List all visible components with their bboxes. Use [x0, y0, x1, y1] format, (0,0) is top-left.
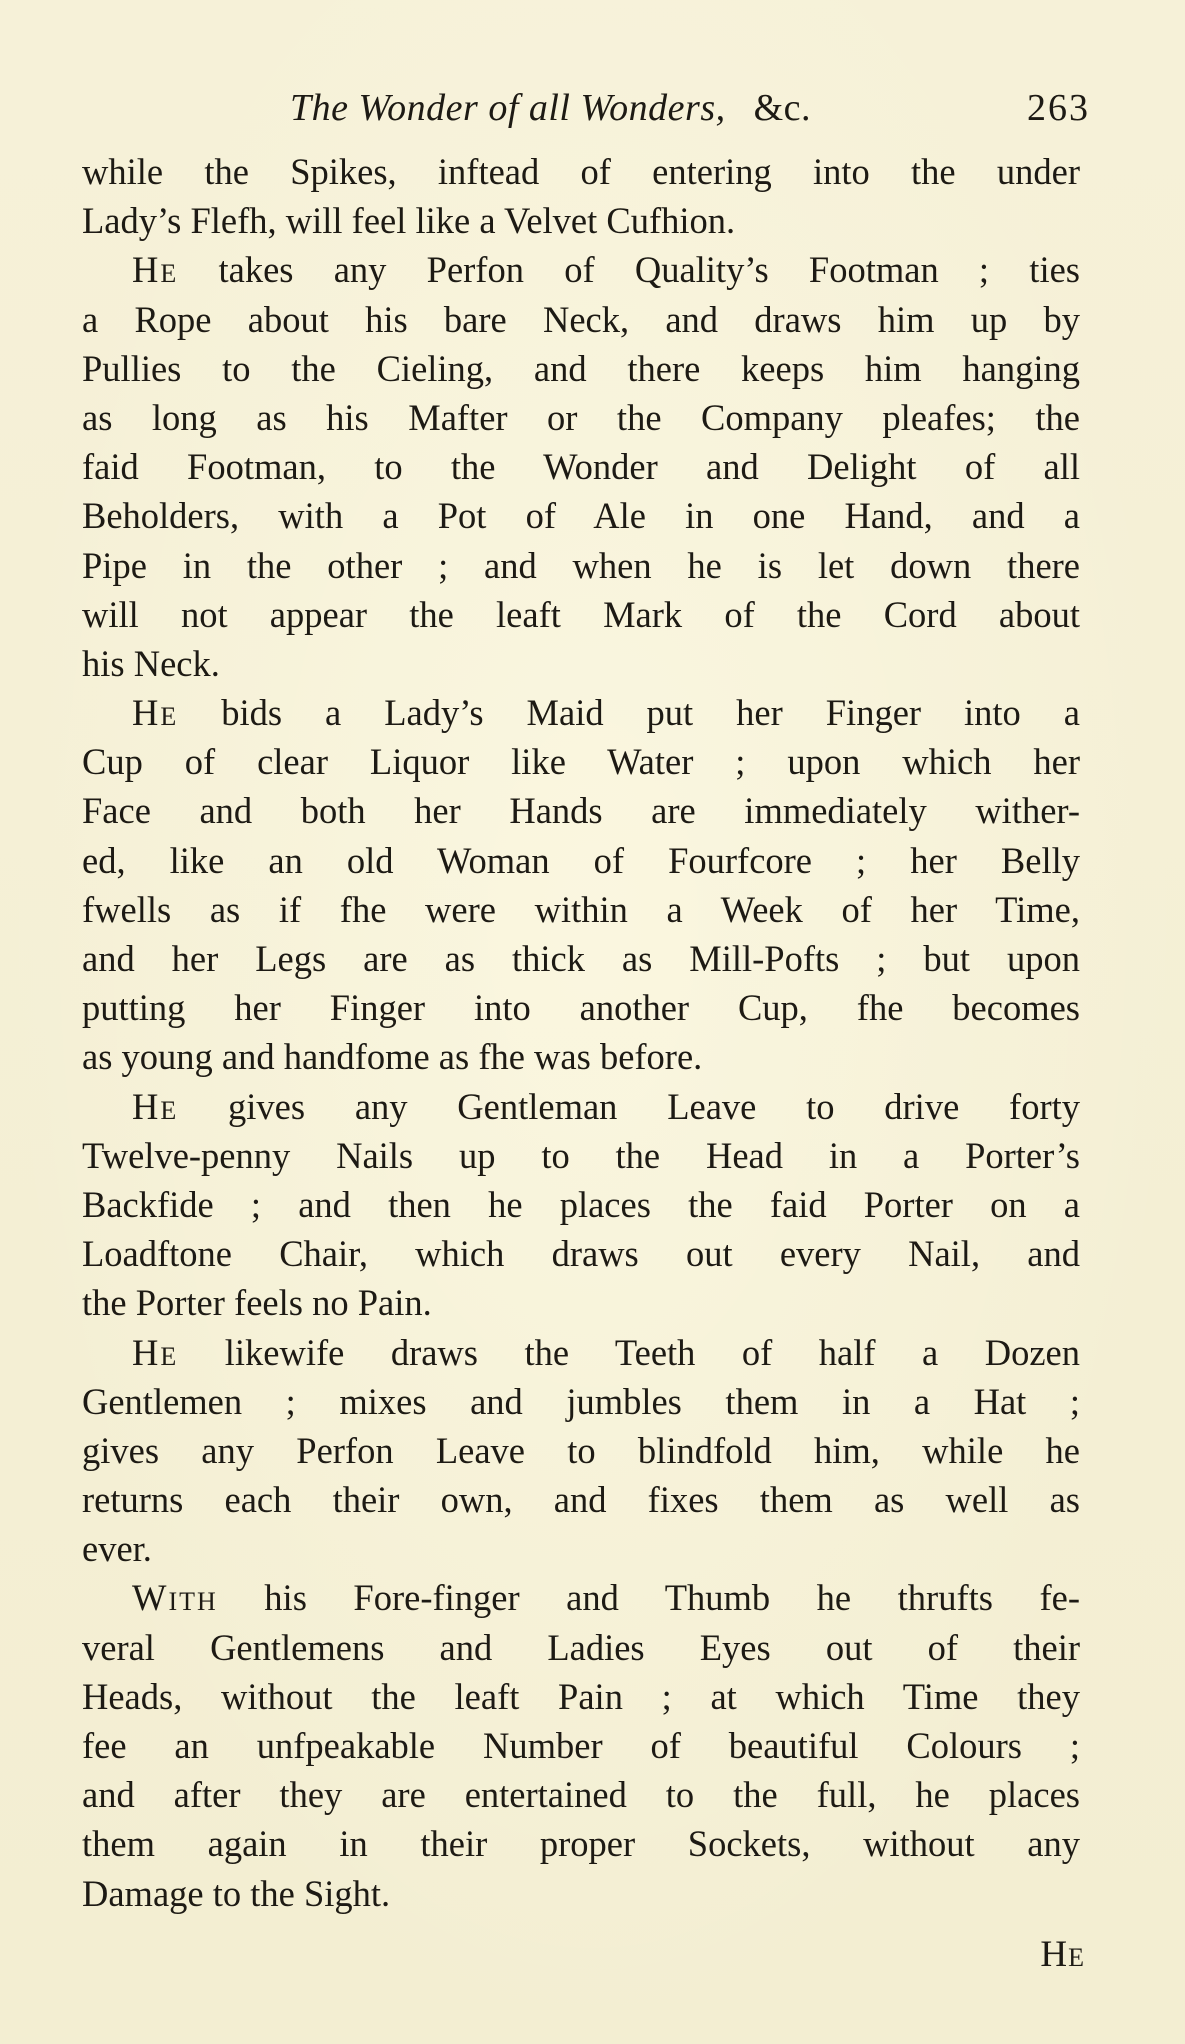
line-text: Damage to the Sight.	[82, 1872, 391, 1914]
line-text: as young and handfome as fhe was before.	[82, 1036, 703, 1078]
text-line	[82, 442, 1080, 491]
line-text: likewife draws the Teeth of half a Dozen	[178, 1331, 1080, 1373]
text-line	[82, 245, 1080, 294]
line-text: Twelve-penny Nails up to the Head in a Porter’s	[82, 1134, 1080, 1176]
paragraph-lead-word: He	[132, 1331, 179, 1373]
text-line	[82, 1426, 1080, 1475]
catchword: He	[1040, 1934, 1085, 1975]
line-text: putting her Finger into another Cup, fhe becomes	[82, 987, 1080, 1029]
paragraph-lead-word: He	[132, 692, 179, 734]
text-line	[82, 1328, 1080, 1377]
line-text: Face and both her Hands are immediately wither-	[82, 790, 1080, 832]
text-line	[82, 1524, 1080, 1573]
text-line	[82, 295, 1080, 344]
running-title-etc: &c.	[753, 87, 812, 129]
running-title-text: The Wonder of all Wonders,	[290, 87, 726, 129]
line-text: ever.	[82, 1528, 152, 1570]
text-line	[82, 1475, 1080, 1524]
text-line	[82, 491, 1080, 540]
line-text: takes any Perfon of Quality’s Footman ; ties	[178, 249, 1080, 291]
text-line	[82, 885, 1080, 934]
text-line	[82, 1229, 1080, 1278]
line-text: returns each their own, and fixes them as well as	[82, 1479, 1080, 1521]
line-text: Loadftone Chair, which draws out every Nail, and	[82, 1233, 1080, 1275]
line-text: fwells as if fhe were within a Week of her Time,	[82, 888, 1080, 930]
line-text: while the Spikes, inftead of entering into the under	[82, 151, 1080, 192]
line-text: Backfide ; and then he places the faid Porter on a	[82, 1183, 1080, 1225]
line-text: Gentlemen ; mixes and jumbles them in a Hat ;	[82, 1380, 1080, 1422]
text-line	[82, 393, 1080, 442]
text-line	[82, 1623, 1080, 1672]
line-text: gives any Perfon Leave to blindfold him, while he	[82, 1429, 1080, 1471]
line-text: Heads, without the leaft Pain ; at which Time they	[82, 1675, 1080, 1717]
line-text: Lady’s Flefh, will feel like a Velvet Cufhion.	[82, 200, 736, 242]
line-text: ed, like an old Woman of Fourfcore ; her Belly	[82, 839, 1080, 881]
page-number: 263	[1027, 87, 1090, 129]
text-line	[82, 1278, 1080, 1327]
text-line	[82, 1180, 1080, 1229]
text-line	[82, 1819, 1080, 1868]
line-text: his Neck.	[82, 642, 220, 684]
text-line	[82, 1082, 1080, 1131]
line-text: bids a Lady’s Maid put her Finger into a	[178, 692, 1080, 734]
line-text: Pipe in the other ; and when he is let down there	[82, 544, 1080, 586]
line-text: and her Legs are as thick as Mill-Pofts ; but upon	[82, 938, 1080, 979]
line-text: will not appear the leaft Mark of the Cord about	[82, 593, 1080, 635]
line-text: as long as his Mafter or the Company pleafes; the	[82, 396, 1080, 438]
paragraph-lead-word: He	[132, 1085, 179, 1127]
text-line	[82, 983, 1080, 1032]
text-line	[82, 1573, 1080, 1622]
paragraph-lead-word: With	[132, 1577, 218, 1619]
text-line	[82, 1672, 1080, 1721]
line-text: his Fore-finger and Thumb he thrufts fe-	[217, 1577, 1080, 1619]
line-text: gives any Gentleman Leave to drive forty	[178, 1085, 1080, 1127]
line-text: fee an unfpeakable Number of beautiful Colours ;	[82, 1725, 1080, 1766]
line-text: veral Gentlemens and Ladies Eyes out of their	[82, 1626, 1080, 1668]
line-text: Pullies to the Cieling, and there keeps him hanging	[82, 347, 1080, 389]
text-line	[82, 639, 1080, 688]
text-line	[82, 590, 1080, 639]
line-text: a Rope about his bare Neck, and draws him up by	[82, 298, 1080, 340]
line-text: faid Footman, to the Wonder and Delight of all	[82, 446, 1080, 488]
line-text: Beholders, with a Pot of Ale in one Hand, and a	[82, 495, 1080, 537]
text-line	[82, 196, 1080, 245]
running-head	[290, 78, 1090, 138]
text-line	[82, 541, 1080, 590]
text-line	[82, 1377, 1080, 1426]
text-line	[82, 1131, 1080, 1180]
running-title	[290, 78, 811, 138]
text-line	[82, 147, 1080, 196]
text-line	[82, 1770, 1080, 1819]
line-text: Cup of clear Liquor like Water ; upon which her	[82, 741, 1080, 783]
text-line	[82, 786, 1080, 835]
line-text: the Porter feels no Pain.	[82, 1282, 432, 1324]
text-line	[82, 688, 1080, 737]
text-line	[82, 737, 1080, 786]
body-text	[82, 147, 1080, 1918]
text-line	[82, 836, 1080, 885]
text-line	[82, 934, 1080, 983]
text-line	[82, 1869, 1080, 1918]
text-line	[82, 344, 1080, 393]
line-text: them again in their proper Sockets, without any	[82, 1823, 1080, 1865]
paragraph-lead-word: He	[132, 249, 179, 291]
text-line	[82, 1032, 1080, 1081]
line-text: and after they are entertained to the full, he places	[82, 1774, 1080, 1816]
text-line	[82, 1721, 1080, 1770]
